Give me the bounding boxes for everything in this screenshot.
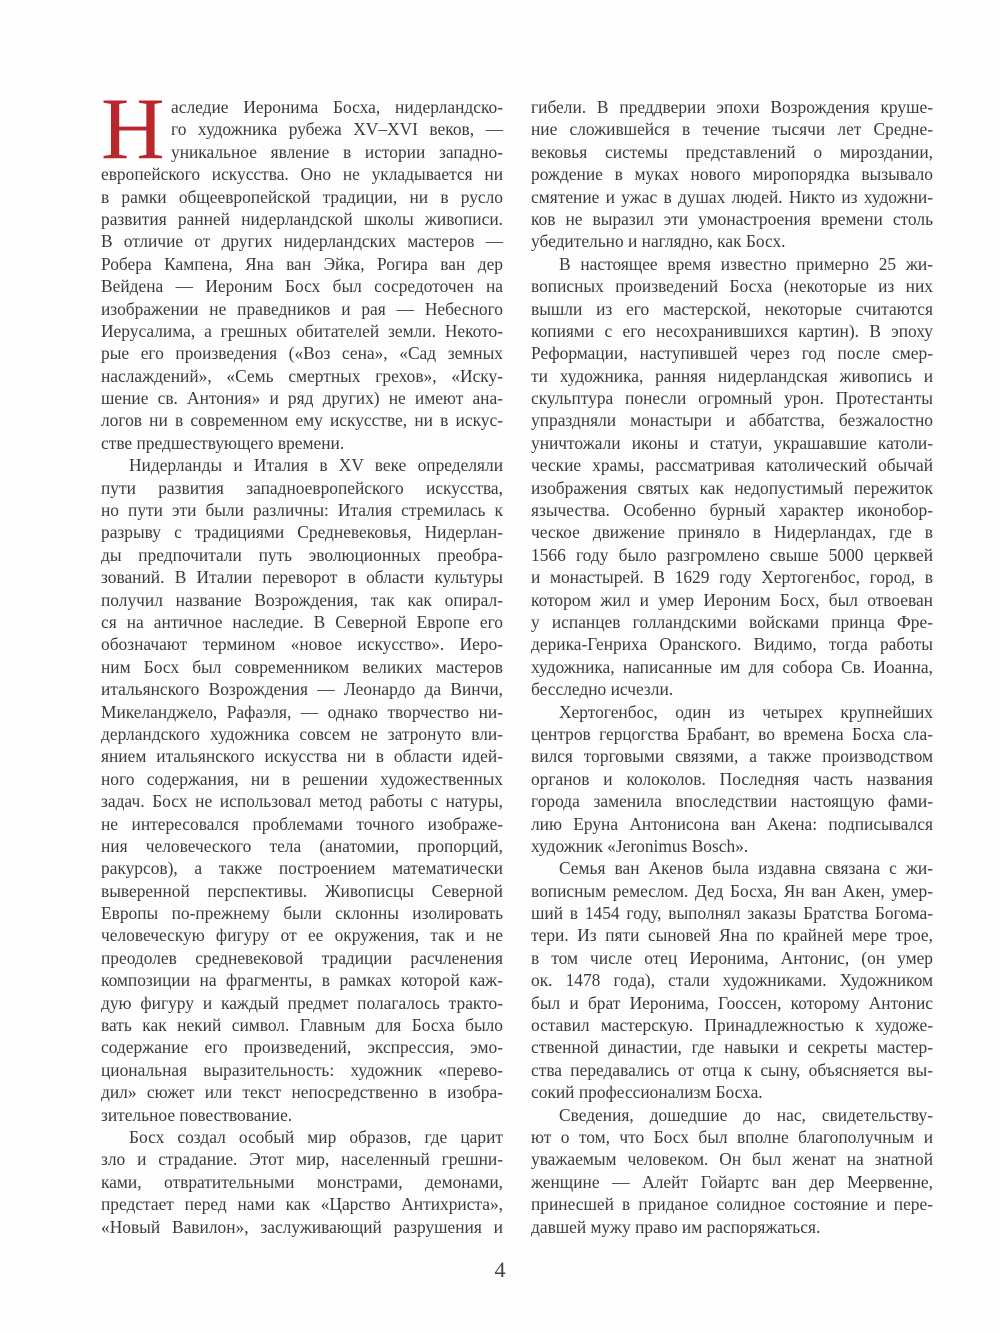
text-line: Нидерланды и Италия в XV веке определяли [129,455,503,476]
text-line: ственной династии, где навыки и секреты мастер- [531,1037,933,1058]
text-line: Реформации, наступившей через год после смер- [531,343,933,364]
text-line: вописным ремеслом. Дед Босха, Ян ван Акен, умер- [531,880,933,901]
text-line: предстает перед нами как «Царство Антихриста», [101,1194,503,1215]
text-line: художник «Jeronimus Bosch». [531,835,749,856]
text-line: Вейдена — Иероним Босх был сосредоточен на [101,276,503,297]
text-line: давшей мужу право им распоряжаться. [531,1216,821,1237]
text-line: дерика-Генриха Оранского. Видимо, тогда работы [531,634,933,655]
text-line: Босх создал особый мир образов, где царит [129,1126,503,1147]
text-line: наслаждений», «Семь смертных грехов», «Иску- [101,365,503,386]
text-line: В настоящее время известно примерно 25 жи- [559,253,933,274]
text-line: вековья системы представлений о мироздании, [531,141,933,162]
text-line: в том числе отец Иеронима, Антонис, (он умер [531,947,933,968]
text-line: дерландского художника совсем не затронуто вли- [101,723,503,744]
text-line: у испанцев голландскими войсками принца Фре- [531,611,933,632]
text-line: шение св. Антония» и ряд других) не имеют ана- [101,388,503,409]
text-line: ния человеческого тела (анатомии, пропорций, [101,835,503,856]
text-line: разрыву с традициями Средневековья, Нидерлан- [101,522,503,543]
text-line: гибели. В преддверии эпохи Возрождения круше- [531,97,933,117]
text-line: развития ранней нидерландской школы живописи. [101,208,503,229]
text-line: Сведения, дошедшие до нас, свидетельству- [559,1104,933,1125]
text-line: Робера Кампена, Яна ван Эйка, Рогира ван дер [101,253,503,274]
text-line: изображения святых как недопустимый пережиток [531,477,933,498]
text-line: принесшей в приданое солидное состояние и пере- [531,1194,933,1215]
text-line: аследие Иеронима Босха, нидерландско- [171,97,503,117]
text-line: оставил мастерскую. Принадлежностью к художе- [531,1015,933,1036]
text-line: но пути эти были различны: Италия стремилась к [101,500,503,521]
text-line: уважаемым человеком. Он был женат на знатной [531,1149,933,1170]
text-line: вописных произведений Босха (некоторые из них [531,276,933,297]
text-line: художника, написанные им для собора Св. Иоанна, [531,656,933,677]
text-line: задач. Босх не использовал метод работы с натуры, [101,791,503,812]
text-line: зительное повествование. [101,1104,293,1125]
text-line: ти художника, ранняя нидерландская живопись и [531,365,933,386]
text-line: Хертогенбос, один из четырех крупнейших [559,701,933,722]
text-line: ками, отвратительными монстрами, демонами, [101,1171,503,1192]
text-line: ший в 1454 году, выполнял заказы Братства Богома- [531,903,933,924]
text-line: обозначают термином «новое искусство». Иеро- [101,634,503,655]
text-line: ок. 1478 года), стали художниками. Художником [531,970,933,991]
text-line: дую фигуру и каждый предмет полагалось тракто- [101,992,503,1013]
left-column [101,81,503,1238]
text-line: смятение и ужас в душах людей. Никто из художни- [531,186,933,207]
text-line: убедительно и наглядно, как Босх. [531,231,786,252]
text-line: ракурсов), а также построением математически [101,858,503,879]
text-line: логов ни в современном ему искусстве, ни в искус- [101,410,503,431]
text-line: янием итальянского искусства ни в области идей- [101,746,503,767]
text-line: бесследно исчезли. [531,679,674,700]
text-line: упраздняли монастыри и аббатства, безжалостно [531,410,933,431]
left-column-text [101,81,503,1238]
text-line: человеческую фигуру от ее окружения, так и не [101,925,503,946]
text-line: содержание его произведений, экспрессия, эмо- [101,1037,503,1058]
text-line: итальянского Возрождения — Леонардо да Винчи, [101,679,503,700]
text-line: го художника рубежа XV–XVI веков, — [171,119,503,140]
text-line: выверенной перспективы. Живописцы Северной [101,880,503,901]
text-line: ного содержания, ни в решении художественных [101,768,503,789]
text-line: копиями с его несохранившихся картин). В эпоху [531,320,933,341]
text-line: вать как некий символ. Главным для Босха было [101,1015,503,1036]
text-line: уничтожали иконы и статуи, украшавшие католи- [531,432,933,453]
text-line: не интересовался проблемами точного изображе- [101,813,503,834]
text-line: дил» сюжет или текст непосредственно в изобра- [101,1082,503,1103]
text-line: вился торговыми связями, а также производством [531,746,933,767]
text-line: женщине — Алейт Гойартс ван дер Меервенне, [531,1171,933,1192]
text-line: зло и страдание. Этот мир, населенный грешни- [101,1149,503,1170]
text-line: органов и колоколов. Последняя часть названия [531,768,933,789]
text-line: язычества. Особенно бурный характер иконобор- [531,500,933,521]
page-number: 4 [494,1257,506,1282]
text-line: композиции на фрагменты, в рамках которой каж- [101,970,503,991]
drop-cap: Н [101,81,165,178]
text-line: циональная выразительность: художник «перево- [101,1059,503,1080]
text-line: ние сложившейся в течение тысячи лет Средне- [531,119,933,140]
text-line: скульптура понесли огромный урон. Протестанты [531,388,933,409]
text-line: преодолев средневековой традиции расчленения [101,947,503,968]
text-line: лию Еруна Антонисона ван Акена: подписывался [531,813,933,834]
text-line: «Новый Вавилон», заслуживающий разрушения и [101,1216,503,1237]
text-line: ческие храмы, рассматривая католический обычай [531,455,933,476]
text-line: В отличие от других нидерландских мастеров — [101,231,503,252]
text-line: ют о том, что Босх был вполне благополучным и [531,1126,933,1147]
text-line: центров герцогства Брабант, во времена Босха сла- [531,723,933,744]
text-line: ческое движение приняло в Нидерландах, где в [531,522,933,543]
text-line: ства передавались от отца к сыну, объясняется вы- [531,1059,933,1080]
text-line: сокий профессионализм Босха. [531,1082,763,1103]
text-line: города заменила впоследствии настоящую фами- [531,791,933,812]
text-line: вышли из его мастерской, некоторые считаются [531,298,933,319]
text-line: 1566 году было разгромлено свыше 5000 церквей [531,544,933,565]
text-line: тери. Из пяти сыновей Яна по крайней мере трое, [531,925,933,946]
text-line: и монастырей. В 1629 году Хертогенбос, город, в [531,567,933,588]
text-line: рождение в муках нового миропорядка вызывало [531,164,933,185]
text-line: Европы по-прежнему были склонны изолировать [101,903,503,924]
text-line: ков не выразил эти умонастроения времени столь [531,208,933,229]
text-line: в рамки общеевропейской традиции, ни в русло [101,186,503,207]
text-line: ним Босх был современником великих мастеров [101,656,503,677]
text-line: Семья ван Акенов была издавна связана с жи- [559,858,933,879]
text-line: зований. В Италии переворот в области культуры [101,567,503,588]
text-line: уникальное явление в истории западно- [171,141,503,162]
text-line: пути развития западноевропейского искусства, [101,477,503,498]
right-column-text [531,96,933,1238]
text-line: рые его произведения («Воз сена», «Сад земных [101,343,503,364]
text-line: европейского искусства. Оно не укладывается ни [101,164,503,185]
text-line: ды предпочитали путь эволюционных преобра- [101,544,503,565]
text-line: ся на античное наследие. В Северной Европе его [101,611,503,632]
text-line: Иерусалима, а грешных обитателей земли. Некото- [101,320,503,341]
text-line: стве предшествующего времени. [101,432,345,453]
text-line: был и брат Иеронима, Гооссен, которому Антонис [531,992,933,1013]
text-line: Микеланджело, Рафаэля, — однако творчество ни- [101,701,503,722]
right-column [531,96,933,1238]
text-line: котором жил и умер Иероним Босх, был отвоеван [531,589,933,610]
text-line: получил название Возрождения, так как опирал- [101,589,503,610]
text-line: изображении не праведников и рая — Небесного [101,298,503,319]
